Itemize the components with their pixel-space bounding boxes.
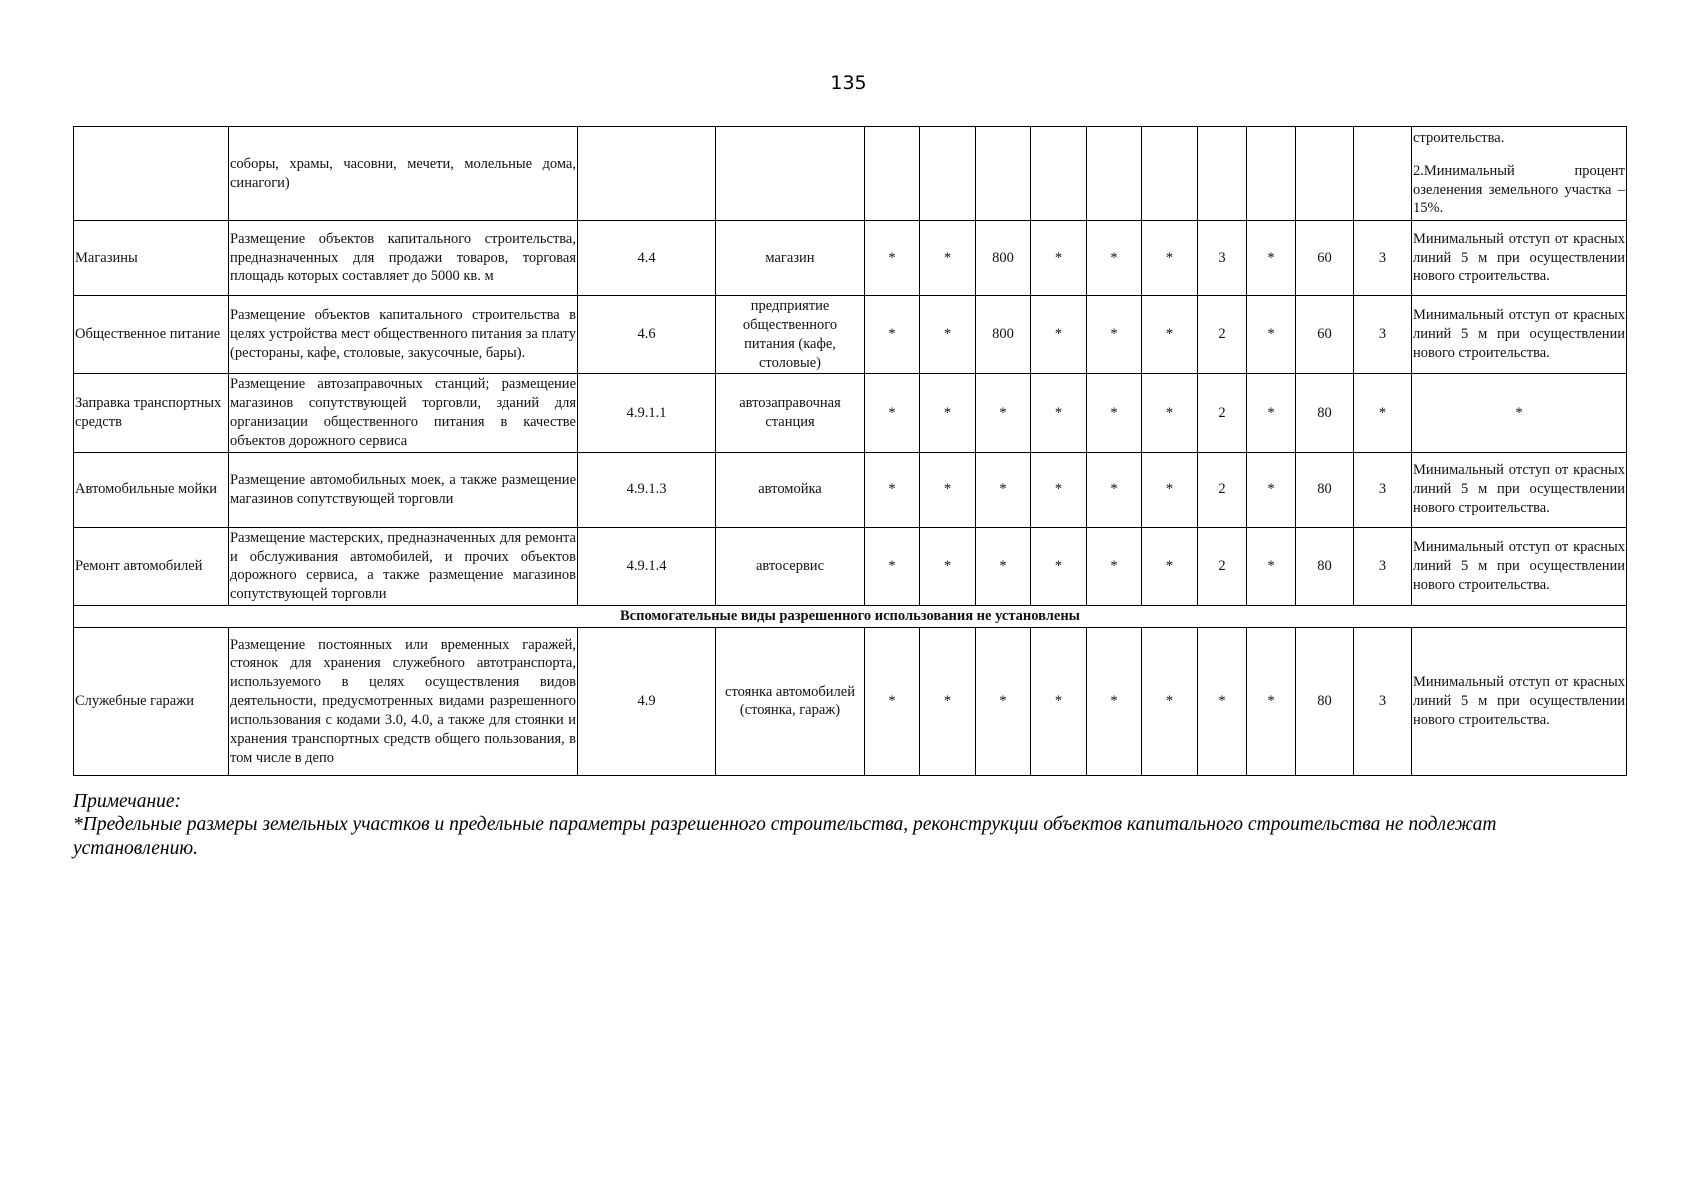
param-cell: *: [865, 627, 920, 775]
row-object: автомойка: [716, 452, 865, 527]
table-row: [74, 374, 1627, 452]
param-cell: 80: [1296, 527, 1354, 605]
row-object: стоянка автомобилей (стоянка, гараж): [716, 627, 865, 775]
param-cell: *: [920, 527, 976, 605]
param-cell: *: [976, 452, 1031, 527]
param-cell: [1296, 127, 1354, 221]
param-cell: 80: [1296, 627, 1354, 775]
row-description: Размещение объектов капитального строительства, предназначенных для продажи товаров, торговая площадь которых составляет до 5000 кв. м: [229, 221, 578, 296]
row-name: [74, 127, 229, 221]
row-description: Размещение объектов капитального строительства в целях устройства мест общественного питания за плату (рестораны, кафе, столовые, закусочные, бары).: [229, 296, 578, 374]
restriction-text: строительства.: [1413, 129, 1505, 146]
param-cell: *: [1031, 296, 1087, 374]
param-cell: *: [1087, 452, 1142, 527]
land-use-table: [73, 126, 1627, 776]
row-description: соборы, храмы, часовни, мечети, молельные дома, синагоги): [229, 127, 578, 221]
param-cell: [1087, 127, 1142, 221]
table-row: [74, 127, 1627, 221]
row-code: 4.9.1.4: [578, 527, 716, 605]
table-row: [74, 627, 1627, 775]
param-cell: *: [1142, 374, 1198, 452]
param-cell: 3: [1354, 221, 1412, 296]
param-cell: [1247, 127, 1296, 221]
param-cell: [1031, 127, 1087, 221]
row-name: Ремонт автомобилей: [74, 527, 229, 605]
row-code: 4.9.1.1: [578, 374, 716, 452]
param-cell: *: [1142, 296, 1198, 374]
row-description: Размещение автомобильных моек, а также размещение магазинов сопутствующей торговли: [229, 452, 578, 527]
param-cell: 3: [1354, 296, 1412, 374]
param-cell: *: [976, 627, 1031, 775]
param-cell: 60: [1296, 221, 1354, 296]
row-description: Размещение мастерских, предназначенных для ремонта и обслуживания автомобилей, и прочих объектов дорожного сервиса, а также размещение магазинов сопутствующей торговли: [229, 527, 578, 605]
param-cell: *: [920, 452, 976, 527]
row-object: [716, 127, 865, 221]
param-cell: *: [1247, 221, 1296, 296]
row-restrictions: Минимальный отступ от красных линий 5 м при осуществлении нового строительства.: [1412, 527, 1627, 605]
row-code: 4.6: [578, 296, 716, 374]
param-cell: 3: [1354, 627, 1412, 775]
row-restrictions: Минимальный отступ от красных линий 5 м при осуществлении нового строительства.: [1412, 296, 1627, 374]
param-cell: [865, 127, 920, 221]
param-cell: *: [976, 374, 1031, 452]
param-cell: 2: [1198, 527, 1247, 605]
param-cell: *: [920, 221, 976, 296]
param-cell: *: [865, 527, 920, 605]
row-name: Магазины: [74, 221, 229, 296]
param-cell: *: [1142, 452, 1198, 527]
row-code: 4.4: [578, 221, 716, 296]
param-cell: 800: [976, 296, 1031, 374]
param-cell: *: [1087, 296, 1142, 374]
param-cell: [920, 127, 976, 221]
row-object: предприятие общественного питания (кафе, столовые): [716, 296, 865, 374]
table-row: [74, 296, 1627, 374]
param-cell: *: [1142, 627, 1198, 775]
param-cell: 2: [1198, 452, 1247, 527]
row-object: автосервис: [716, 527, 865, 605]
param-cell: *: [920, 374, 976, 452]
row-name: Автомобильные мойки: [74, 452, 229, 527]
note-title: Примечание:: [73, 791, 182, 812]
footnote: [73, 790, 1626, 860]
param-cell: *: [1031, 374, 1087, 452]
table-row: [74, 452, 1627, 527]
row-restrictions: [1412, 127, 1627, 221]
param-cell: [1142, 127, 1198, 221]
param-cell: 2: [1198, 374, 1247, 452]
param-cell: *: [865, 374, 920, 452]
param-cell: [976, 127, 1031, 221]
param-cell: *: [1354, 374, 1412, 452]
param-cell: *: [1031, 527, 1087, 605]
param-cell: 80: [1296, 452, 1354, 527]
section-header: Вспомогательные виды разрешенного использования не установлены: [74, 606, 1627, 628]
row-code: 4.9: [578, 627, 716, 775]
param-cell: *: [1087, 527, 1142, 605]
param-cell: 3: [1198, 221, 1247, 296]
param-cell: 3: [1354, 452, 1412, 527]
row-object: магазин: [716, 221, 865, 296]
param-cell: *: [1247, 527, 1296, 605]
row-restrictions: *: [1412, 374, 1627, 452]
row-description: Размещение автозаправочных станций; размещение магазинов сопутствующей торговли, зданий для организации общественного питания в качестве объектов дорожного сервиса: [229, 374, 578, 452]
param-cell: 80: [1296, 374, 1354, 452]
param-cell: *: [1198, 627, 1247, 775]
row-object: автозаправочная станция: [716, 374, 865, 452]
row-name: Служебные гаражи: [74, 627, 229, 775]
row-name: Общественное питание: [74, 296, 229, 374]
param-cell: *: [1031, 452, 1087, 527]
param-cell: *: [1247, 452, 1296, 527]
row-name: Заправка транспортных средств: [74, 374, 229, 452]
param-cell: 800: [976, 221, 1031, 296]
row-description: Размещение постоянных или временных гаражей, стоянок для хранения служебного автотранспорта, используемого в целях осуществления видов деятельности, предусмотренных видами разрешенного использования с кодами 3.0, 4.0, а также для стоянки и хранения транспортных средств общего пользования, в том числе в депо: [229, 627, 578, 775]
param-cell: 3: [1354, 527, 1412, 605]
param-cell: [1198, 127, 1247, 221]
page-number: 135: [830, 72, 867, 94]
param-cell: *: [1247, 374, 1296, 452]
param-cell: [1354, 127, 1412, 221]
note-text: *Предельные размеры земельных участков и предельные параметры разрешенного строительства, реконструкции объектов капитального строительства не подлежат установлению.: [73, 814, 1497, 859]
table-row: [74, 221, 1627, 296]
param-cell: 60: [1296, 296, 1354, 374]
param-cell: *: [865, 296, 920, 374]
section-header-row: [74, 606, 1627, 628]
param-cell: *: [1087, 374, 1142, 452]
param-cell: *: [976, 527, 1031, 605]
param-cell: 2: [1198, 296, 1247, 374]
table-row: [74, 527, 1627, 605]
param-cell: *: [1247, 627, 1296, 775]
row-restrictions: Минимальный отступ от красных линий 5 м при осуществлении нового строительства.: [1412, 452, 1627, 527]
param-cell: *: [1142, 527, 1198, 605]
param-cell: *: [920, 296, 976, 374]
param-cell: *: [1031, 221, 1087, 296]
param-cell: *: [1087, 221, 1142, 296]
row-code: 4.9.1.3: [578, 452, 716, 527]
row-restrictions: Минимальный отступ от красных линий 5 м при осуществлении нового строительства.: [1412, 627, 1627, 775]
param-cell: *: [1031, 627, 1087, 775]
row-restrictions: Минимальный отступ от красных линий 5 м при осуществлении нового строительства.: [1412, 221, 1627, 296]
param-cell: *: [1142, 221, 1198, 296]
param-cell: *: [865, 221, 920, 296]
param-cell: *: [865, 452, 920, 527]
param-cell: *: [1247, 296, 1296, 374]
param-cell: *: [920, 627, 976, 775]
restriction-text: 2.Минимальный процент озеленения земельного участка – 15%.: [1413, 162, 1625, 217]
param-cell: *: [1087, 627, 1142, 775]
row-code: [578, 127, 716, 221]
